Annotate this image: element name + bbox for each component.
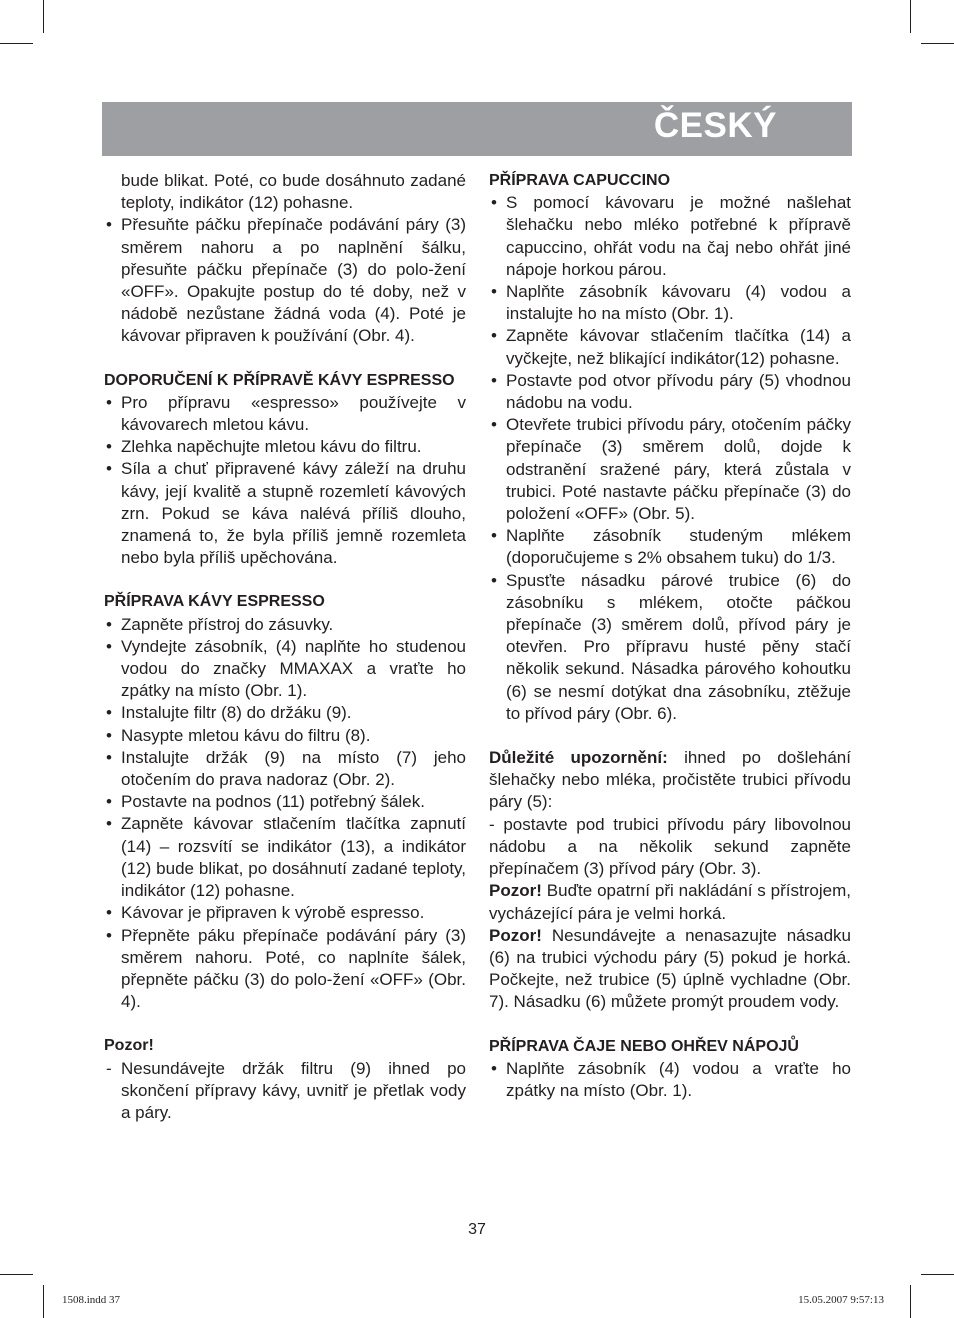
slug-file-info: 1508.indd 37 xyxy=(62,1294,121,1306)
crop-mark xyxy=(43,1285,44,1318)
list-item: • Zapněte kávovar stlačením tlačítka (14) a vyčkejte, než blikající indikátor(12) pohasne. xyxy=(491,326,851,368)
warning-note: Pozor! Buďte opatrní při nakládání s přístrojem, vycházející pára je velmi horká. xyxy=(489,881,851,923)
bullet-icon: • xyxy=(491,415,497,435)
language-header-band xyxy=(102,102,852,156)
list-item: • Instalujte filtr (8) do držáku (9). xyxy=(104,702,466,724)
crop-mark xyxy=(921,43,954,44)
list-item: • Naplňte zásobník kávovaru (4) vodou a instalujte ho na místo (Obr. 1). xyxy=(491,282,851,324)
important-lead: Důležité upozornění: xyxy=(489,748,668,768)
crop-mark xyxy=(0,1274,33,1275)
list-item: • Zapněte kávovar stlačením tlačítka zapnutí (14) – rozsvítí se indikátor (13), a indikátor (12) bude blikat, po dosáhnutí zadané teploty, indikátor (12) pohasne. xyxy=(106,814,466,901)
crop-mark xyxy=(43,0,44,33)
bullet-icon: • xyxy=(106,636,112,656)
bullet-icon: • xyxy=(106,703,112,723)
list-item: • Instalujte držák (9) na místo (7) jeho otočením do prava nadoraz (Obr. 2). xyxy=(106,747,466,790)
important-dash-line: - postavte pod trubici přívodu páry libovolnou nádobu a na několik sekund zapněte přepínačem (3) přívod páry (Obr. 3). xyxy=(489,814,851,879)
bullet-icon: • xyxy=(106,614,112,634)
language-title: ČESKÝ xyxy=(653,106,777,145)
list-item: • Síla a chuť připravené kávy záleží na druhu kávy, její kvalitě a stupně rozemletí kávových zrn. Pokud se káva nalévá příliš dlouho, znamená to, že byla příliš jemně rozemleta nebo byla příliš upěchována. xyxy=(106,459,466,568)
list-item: • Zapněte přístroj do zásuvky. xyxy=(104,614,466,636)
list-item: • Přesuňte páčku přepínače podávání páry (3) směrem nahoru a po naplnění šálku, přesuňte páčku přepínače (3) do polo-žení «OFF». Opakujte postup do té doby, než v nádobě nezůstane žádná voda (4). Poté je kávovar připraven k používání (Obr. 4). xyxy=(106,215,466,346)
bullet-icon: • xyxy=(491,1058,497,1078)
bullet-icon: • xyxy=(106,459,112,479)
bullet-icon: • xyxy=(106,437,112,457)
bullet-icon: • xyxy=(106,725,112,745)
list-item: • Otevřete trubici přívodu páry, otočením páčky přepínače (3) směrem dolů, dojde k odstranění sražené páry, která zůstala v trubici. Poté nastavte páčku přepínače (3) do položení «OFF» (Obr. 5). xyxy=(491,415,851,524)
slug-timestamp: 15.05.2007 9:57:13 xyxy=(798,1294,884,1306)
bullet-icon: • xyxy=(491,570,497,590)
bullet-icon: • xyxy=(491,282,497,302)
list-item: • Naplňte zásobník (4) vodou a vraťte ho zpátky na místo (Obr. 1). xyxy=(491,1058,851,1100)
dash-icon: - xyxy=(106,1058,112,1078)
bullet-icon: • xyxy=(491,326,497,346)
bullet-icon: • xyxy=(106,814,112,834)
section-heading-tea: PŘÍPRAVA ČAJE NEBO OHŘEV NÁPOJŮ xyxy=(489,1037,799,1055)
list-item: • Postavte pod otvor přívodu páry (5) vhodnou nádobu na vodu. xyxy=(491,370,851,413)
list-item: • Postavte na podnos (11) potřebný šálek. xyxy=(104,791,466,813)
left-column xyxy=(104,170,466,1124)
list-item: • Kávovar je připraven k výrobě espresso. xyxy=(104,902,466,924)
warning-note: Pozor! Nesundávejte a nenasazujte násadku (6) na trubici východu páry (5) pokud je horká. Počkejte, než trubice (5) úplně vychladne (Obr. 7). Násadku (6) můžete promýt proudem vody. xyxy=(489,925,851,1012)
list-item: • Vyndejte zásobník, (4) naplňte ho studenou vodou do značky MMAXAX a vraťte ho zpátky na místo (Obr. 1). xyxy=(106,636,466,701)
section-heading-recommendations: DOPORUČENÍ K PŘÍPRAVĚ KÁVY ESPRESSO xyxy=(104,371,455,389)
bullet-icon: • xyxy=(491,193,497,213)
list-item: • Naplňte zásobník studeným mlékem (doporučujeme s 2% obsahem tuku) do 1/3. xyxy=(491,526,851,568)
list-item: • Nasypte mletou kávu do filtru (8). xyxy=(104,725,466,747)
crop-mark xyxy=(910,1285,911,1318)
list-item: • Pro přípravu «espresso» používejte v kávovarech mletou kávu. xyxy=(106,392,466,435)
crop-mark xyxy=(910,0,911,33)
section-heading-espresso: PŘÍPRAVA KÁVY ESPRESSO xyxy=(104,593,325,611)
bullet-icon: • xyxy=(106,747,112,767)
crop-mark xyxy=(921,1274,954,1275)
list-item: • Spusťte násadku párové trubice (6) do zásobníku s mlékem, otočte páčkou přepínače (3) směrem dolů, přívod páry je otevřen. Pro přípravu husté pěny stačí několik sekund. Násadka párového kohoutku (6) se nesmí dotýkat dna zásobníku, ztěžuje to přívod páry (Obr. 6). xyxy=(491,570,851,723)
dash-item: - Nesundávejte držák filtru (9) ihned po skončení přípravy kávy, uvnitř je přetlak vody a páry. xyxy=(106,1058,466,1122)
right-column xyxy=(489,170,851,1102)
bullet-icon: • xyxy=(106,792,112,812)
section-heading-cappuccino: PŘÍPRAVA CAPUCCINO xyxy=(489,172,671,189)
intro-continuation: bude blikat. Poté, co bude dosáhnuto zadané teploty, indikátor (12) pohasne. xyxy=(121,171,466,213)
important-note: Důležité upozornění: ihned po došlehání šlehačky nebo mléka, pročistěte trubici přívodu páry (5): xyxy=(489,748,851,812)
warning-heading: Pozor! xyxy=(104,1037,154,1055)
bullet-icon: • xyxy=(106,392,112,412)
bullet-icon: • xyxy=(106,215,112,235)
list-item: • S pomocí kávovaru je možné našlehat šlehačku nebo mléko potřebné k přípravě capuccino, ohřát vodu na čaj nebo ohřát jiné nápoje horkou párou. xyxy=(491,193,851,279)
list-item: • Přepněte páku přepínače podávání páry (3) směrem nahoru. Poté, co naplníte šálek, přepněte páčku (3) do polo-žení «OFF» (Obr. 4). xyxy=(106,925,466,1012)
bullet-icon: • xyxy=(106,925,112,945)
bullet-icon: • xyxy=(491,526,497,546)
bullet-icon: • xyxy=(491,370,497,390)
list-item: • Zlehka napěchujte mletou kávu do filtru. xyxy=(104,436,466,458)
bullet-icon: • xyxy=(106,903,112,923)
page-number: 37 xyxy=(468,1221,486,1238)
crop-mark xyxy=(0,43,33,44)
